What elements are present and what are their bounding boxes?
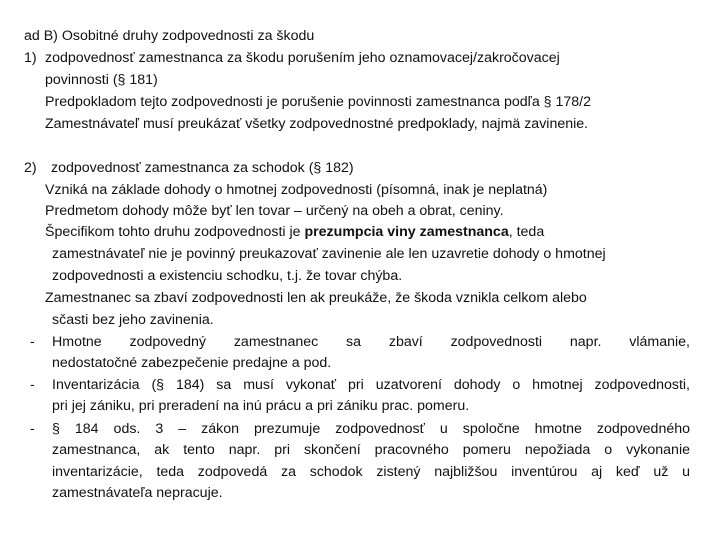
section2-paragraph3-line1 [45, 223, 544, 241]
paragraph3-text-before: Špecifikom tohto druhu zodpovednosti je [45, 224, 305, 240]
heading [24, 27, 314, 45]
bullet3-line3: inventarizácie, teda zodpovedá za schodok zistený najbližšou inventúrou aj keď už u [52, 464, 690, 480]
bullet2-line1: Inventarizácia (§ 184) sa musí vykonať pri uzatvorení dohody o hmotnej zodpovednosti, [52, 377, 690, 393]
bullet1-line1: Hmotne zodpovedný zamestnanec sa zbaví zodpovednosti napr. vlámanie, [52, 334, 690, 350]
section2-paragraph3-line2: zamestnávateľ nie je povinný preukazovať zavinenie ale len uzavretie dohody o hmotnej [52, 246, 606, 262]
bullet3-line4: zamestnávateľa nepracuje. [52, 485, 223, 501]
paragraph3-text-after: , teda [508, 224, 545, 240]
heading-title: Osobitné druhy zodpovednosti za škodu [61, 28, 315, 44]
section1-text-line2: Zamestnávateľ musí preukázať všetky zodpovednostné predpoklady, najmä zavinenie. [45, 116, 589, 132]
heading-prefix: ad B) [24, 28, 58, 44]
bullet3-dash: - [30, 421, 35, 437]
bullet1-line2: nedostatočné zabezpečenie predajne a pod. [52, 355, 332, 371]
bullet3-line1: § 184 ods. 3 – zákon prezumuje zodpovednosť u spoločne hmotne zodpovedného [52, 421, 690, 437]
section1-text-line1: Predpokladom tejto zodpovednosti je porušenie povinnosti zamestnanca podľa § 178/2 [45, 94, 591, 110]
bullet2-dash: - [30, 377, 35, 393]
bullet2-line2: pri jej zániku, pri preradení na inú prácu a pri zániku prac. pomeru. [52, 398, 470, 414]
section1-title-line1: zodpovednosť zamestnanca za škodu porušením jeho oznamovacej/zakročovacej [45, 50, 560, 66]
section2-title: zodpovednosť zamestnanca za schodok (§ 182) [51, 160, 354, 176]
section1-title-line2: povinnosti (§ 181) [45, 72, 158, 88]
section2-paragraph2: Predmetom dohody môže byť len tovar – určený na obeh a obrat, ceniny. [45, 203, 504, 219]
section2-paragraph3-line3: zodpovednosti a existenciu schodku, t.j. že tovar chýba. [52, 268, 403, 284]
section1-number: 1) [24, 50, 37, 66]
section2-number: 2) [24, 160, 37, 176]
bullet1-dash: - [30, 334, 35, 350]
presumption-of-guilt-emphasis: prezumpcia viny zamestnanca [304, 224, 509, 240]
section2-paragraph4-line2: sčasti bez jeho zavinenia. [52, 312, 214, 328]
bullet3-line2: zamestnanca, ak tento napr. pri skončení pracovného pomeru nepožiada o vykonanie [52, 442, 690, 458]
section2-paragraph1: Vzniká na základe dohody o hmotnej zodpovednosti (písomná, inak je neplatná) [45, 182, 548, 198]
section2-paragraph4-line1: Zamestnanec sa zbaví zodpovednosti len ak preukáže, že škoda vznikla celkom alebo [45, 290, 587, 306]
